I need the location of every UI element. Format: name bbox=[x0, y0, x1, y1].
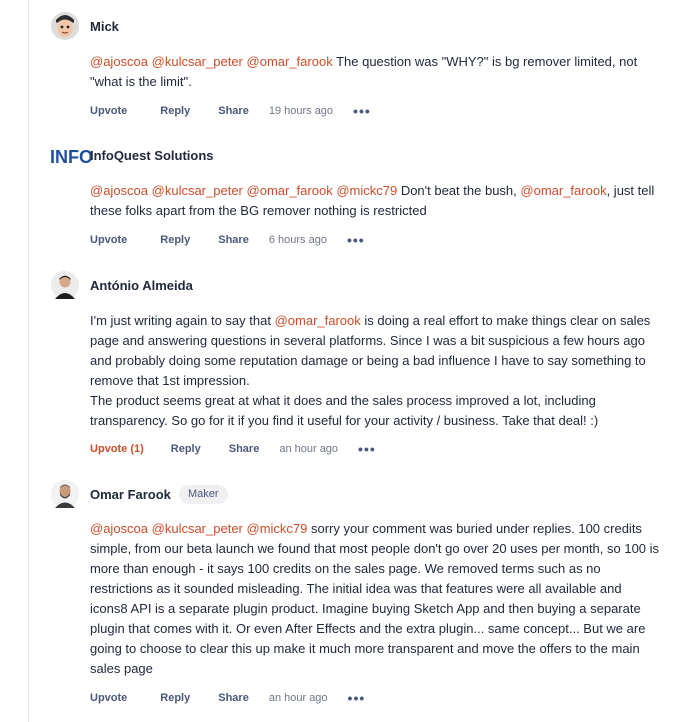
mention-link[interactable]: @mickc79 bbox=[246, 521, 308, 536]
infoquest-logo-icon bbox=[50, 144, 93, 168]
thread-rail bbox=[28, 0, 29, 722]
comment-text bbox=[90, 181, 660, 221]
comment-body bbox=[90, 311, 660, 431]
comment-text-segment: is doing a real effort to make things clear on sales page and answering questions in several platforms. Since I was a bit suspicious a few hours ago and probably doing some reputation damage or being a bad influence I have to say something to remove that 1st impression. bbox=[90, 313, 651, 388]
mention-link[interactable]: @omar_farook bbox=[246, 183, 333, 198]
comment-actions bbox=[90, 690, 365, 706]
cartoon-face-avatar-icon bbox=[51, 12, 79, 40]
comment-text bbox=[90, 52, 660, 92]
comment-text-segment: The question was "WHY?" is bg remover limited, not "what is the limit". bbox=[90, 54, 638, 89]
author-name[interactable]: Omar Farook bbox=[90, 487, 171, 502]
upvote-button[interactable]: Upvote bbox=[90, 692, 128, 704]
comment-text-segment: I'm just writing again to say that bbox=[90, 313, 275, 328]
mention-link[interactable]: @ajoscoa bbox=[90, 183, 149, 198]
reply-button[interactable]: Reply bbox=[160, 234, 191, 246]
timestamp[interactable]: 19 hours ago bbox=[268, 105, 334, 117]
timestamp[interactable]: an hour ago bbox=[279, 443, 339, 455]
timestamp[interactable]: an hour ago bbox=[268, 692, 328, 704]
comment-text-segment: , just tell these folks apart from the BG remover nothing is restricted bbox=[90, 183, 655, 218]
more-options-icon[interactable]: ••• bbox=[347, 690, 366, 706]
mention-link[interactable]: @mickc79 bbox=[336, 183, 398, 198]
comment-paragraph-2: The product seems great at what it does and the sales process improved a lot, including transparency. So go for it if you find it useful for your activity / business. Take that deal! :) bbox=[90, 393, 599, 428]
reply-button[interactable]: Reply bbox=[170, 443, 201, 455]
infoquest-avatar[interactable] bbox=[50, 144, 93, 172]
upvote-button[interactable]: Upvote bbox=[90, 105, 128, 117]
antonio-avatar[interactable] bbox=[51, 271, 79, 299]
infoquest-logo-text: INFO bbox=[50, 147, 93, 167]
mention-link[interactable]: @ajoscoa bbox=[90, 54, 149, 69]
share-button[interactable]: Share bbox=[218, 105, 249, 117]
more-options-icon[interactable]: ••• bbox=[358, 441, 376, 457]
reply-button[interactable]: Reply bbox=[160, 105, 191, 117]
timestamp[interactable]: 6 hours ago bbox=[268, 234, 327, 246]
comment-actions bbox=[90, 441, 376, 457]
mention-link[interactable]: @ajoscoa bbox=[90, 521, 149, 536]
mention-link[interactable]: @omar_farook bbox=[246, 54, 333, 69]
mention-link[interactable]: @omar_farook bbox=[274, 313, 361, 328]
comment-body bbox=[90, 519, 660, 679]
mick-avatar[interactable] bbox=[51, 12, 79, 40]
comment-text bbox=[90, 311, 660, 391]
author-name[interactable]: InfoQuest Solutions bbox=[90, 148, 214, 163]
mention-link[interactable]: @omar_farook bbox=[520, 183, 607, 198]
maker-badge: Maker bbox=[179, 485, 228, 504]
comment-body bbox=[90, 52, 660, 92]
user-photo-avatar-icon bbox=[51, 271, 79, 299]
author-name[interactable]: Mick bbox=[90, 19, 119, 34]
comment-text bbox=[90, 519, 660, 679]
reply-button[interactable]: Reply bbox=[160, 692, 191, 704]
mention-link[interactable]: @kulcsar_peter bbox=[151, 54, 243, 69]
author-name[interactable]: António Almeida bbox=[90, 278, 193, 293]
share-button[interactable]: Share bbox=[218, 234, 249, 246]
share-button[interactable]: Share bbox=[228, 443, 260, 455]
more-options-icon[interactable]: ••• bbox=[353, 103, 371, 119]
comment-actions bbox=[90, 232, 365, 248]
mention-link[interactable]: @kulcsar_peter bbox=[151, 183, 243, 198]
omar-avatar[interactable] bbox=[51, 480, 79, 508]
comment-body bbox=[90, 181, 660, 221]
user-photo-avatar-icon bbox=[51, 480, 79, 508]
mention-link[interactable]: @kulcsar_peter bbox=[151, 521, 243, 536]
upvote-button[interactable]: Upvote bbox=[90, 234, 128, 246]
share-button[interactable]: Share bbox=[218, 692, 249, 704]
comment-actions bbox=[90, 103, 371, 119]
comment-text-segment: Don't beat the bush, bbox=[397, 183, 521, 198]
comment-text-segment: sorry your comment was buried under replies. 100 credits simple, from our beta launch we found that most people don't go over 20 uses per month, so 100 is more than enough - it says 100 credits on the sales page. We removed terms such as no restrictions as it sounded misleading. The initial idea was that features were all available and icons8 API is a separate plugin product. Imagine buying Sketch App and then buying a separate plugin that comes with it. Or even After Effects and the extra plugin... same concept... But we are going to choose to clear this up make it much more transparent and move the offers to the main sales page bbox=[90, 521, 660, 676]
upvote-button[interactable]: Upvote (1) bbox=[90, 443, 144, 455]
more-options-icon[interactable]: ••• bbox=[346, 232, 365, 248]
